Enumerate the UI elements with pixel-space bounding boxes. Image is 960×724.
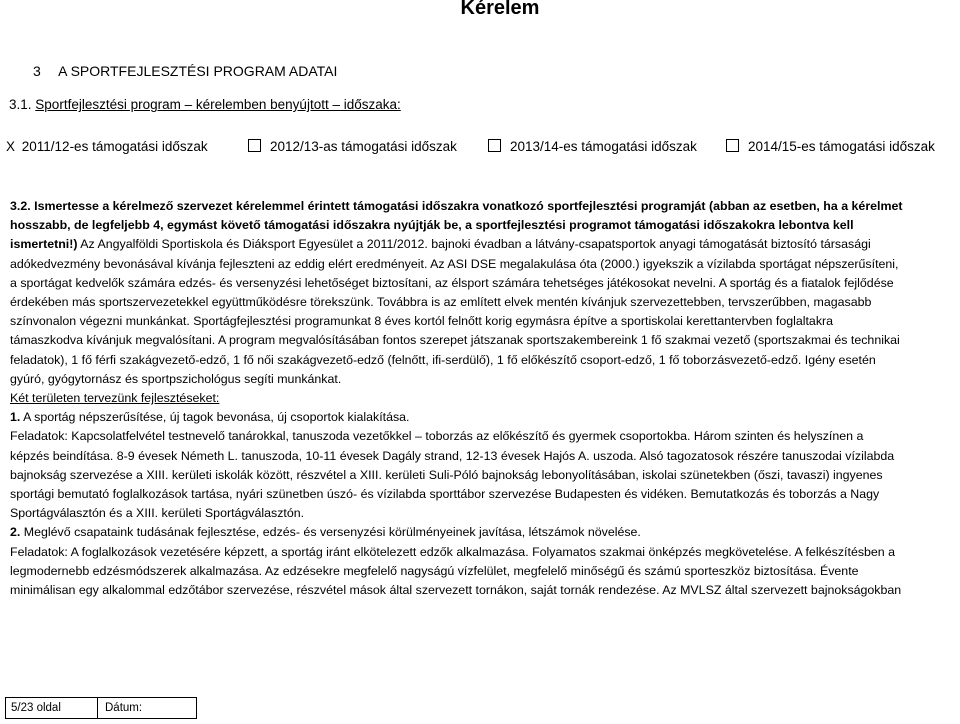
body-line: sportági bemutató foglalkozások tartása, nyári szünetben úszó- és vízilabda sporttábor szervezése Budapesten és vidéken. Bemutatkozás és toborzás a Nagy: [10, 487, 880, 502]
body-line: legmodernebb edzésmódszerek alkalmazása. Az edzésekre megfelelő nagyságú vízfelület, megfelelő minőségű és számú sporteszköz biztosítása. Évente: [10, 563, 859, 578]
page-title: Kérelem: [460, 0, 540, 19]
body-line: Sportágválasztón és a XIII. kerületi Sportágválasztón.: [10, 506, 305, 521]
section-3-heading: [33, 62, 337, 80]
section-3-1-number: 3.1.: [9, 97, 32, 112]
period-option-2012-13[interactable]: [248, 138, 457, 156]
body-line: Feladatok: A foglalkozások vezetésére képzett, a sportág iránt elkötelezett edzők alkalmazása. Folyamatos szakmai önképzés megkövetelése. A felkészítésben a: [10, 544, 896, 559]
body-line: támaszkodva kívánjuk megvalósítani. A program megvalósításában fontos szerepet játszanak sportszakembereink 1 fő szakmai vezető (sportszakmai és technikai: [10, 333, 900, 348]
checkbox-icon[interactable]: [248, 139, 261, 152]
body-line: bajnokság szervezése a XIII. kerületi iskolák között, részvétel a XIII. kerületi Suli-Póló bajnokság lebonyolításában, iskolai szünetekben (őszi, tavaszi) ingyenes: [10, 467, 883, 482]
body-line: képzés beindítása. 8-9 évesek Németh L. tanuszoda, 10-11 évesek Dagály strand, 12-13 évesek Hajós A. uszoda. Alsó tagozatosok részére tanuszodai vízilabda: [10, 448, 895, 463]
period-option-2011-12[interactable]: [6, 138, 208, 156]
period-options: [6, 138, 956, 158]
question-line: 3.2. Ismertesse a kérelmező szervezet kérelemmel érintett támogatási időszakra vonatkozó sportfejlesztési programját (abban az esetben, ha a kérelmet: [10, 199, 903, 213]
body-line: minimálisan egy alkalommal edzőtábor szervezése, részvétel mások által szervezett tornákon, saját tornák rendezése. Az MVLSZ által szervezett bajnokságokban: [10, 583, 902, 598]
page-number: 5/23 oldal: [6, 698, 98, 718]
period-label: 2012/13-as támogatási időszak: [270, 139, 457, 154]
item-2-heading: 2. Meglévő csapataink tudásának fejlesztése, edzés- és versenyzési körülményeinek javítása, létszámok növelése.: [10, 525, 641, 540]
section-3-number: 3: [33, 63, 41, 79]
section-3-2-body: [10, 197, 954, 600]
page-footer: [5, 697, 197, 719]
body-line: színvonalon végezni munkánkat. Sportágfejlesztési programunkat 8 éves kortól felnőtt korig egymásra építve a sportiskolai kerettantervben foglaltakra: [10, 314, 834, 329]
period-label: 2013/14-es támogatási időszak: [510, 139, 697, 154]
body-line: a sportágat kedvelők számára edzés- és versenyzési lehetőséget biztosítani, az élsport számára tehetséges játékosokat nevelni. A sportág és a fiatalok fejlődése: [10, 275, 894, 290]
section-3-1-heading: [9, 96, 401, 114]
period-label: 2011/12-es támogatási időszak: [21, 139, 208, 154]
body-line: gyúró, gyógytornász és sportpszichológus segíti munkánkat.: [10, 371, 342, 386]
checkbox-icon[interactable]: [726, 139, 739, 152]
section-3-1-label: Sportfejlesztési program – kérelemben benyújtott – időszaka:: [35, 97, 401, 112]
section-3-title: A SPORTFEJLESZTÉSI PROGRAM ADATAI: [58, 63, 338, 79]
checkbox-icon[interactable]: [488, 139, 501, 152]
body-line: érdekében más sportszervezetekkel együttműködésre törekszünk. Továbbra is az említett elvek mentén kívánjuk szervezettebben, tervszerűbben, magasabb: [10, 295, 872, 310]
period-option-2013-14[interactable]: [488, 138, 697, 156]
body-line: adókedvezmény bevonásával kívánja fejleszteni az eddig elért eredményeit. Az ASI DSE megalakulása óta (2000.) igyekszik a vízilabda sportágat népszerűsíteni,: [10, 256, 899, 271]
section-3-2-number: 3.2.: [10, 199, 31, 213]
period-label: 2014/15-es támogatási időszak: [748, 139, 935, 154]
body-line: feladatok), 1 fő férfi szakágvezető-edző, 1 fő női szakágvezető-edző (felnőtt, ifi-serdülő), 1 fő előkészítő csoport-edző, 1 fő toborzásvezető-edző. Igény esetén: [10, 352, 876, 367]
question-line: ismertetni!) Az Angyalföldi Sportiskola és Diáksport Egyesület a 2011/2012. bajnoki évadban a látvány-csapatsportok anyagi támogatását biztosító társasági: [10, 237, 871, 252]
period-option-2014-15[interactable]: [726, 138, 935, 156]
question-line: hosszabb, de legfeljebb 4, egymást követő támogatási időszakra nyújtják be, a sportfejlesztési programot támogatási időszakokra lebontva kell: [10, 218, 854, 233]
date-field: Dátum:: [105, 702, 143, 714]
item-1-heading: 1. A sportág népszerűsítése, új tagok bevonása, új csoportok kialakítása.: [10, 410, 410, 425]
subheading: Két területen tervezünk fejlesztéseket:: [10, 391, 220, 406]
period-checked-mark: X: [6, 139, 16, 154]
body-line: Feladatok: Kapcsolatfelvétel testnevelő tanárokkal, tanuszoda vezetőkkel – toborzás az előkészítő és gyermek csoportokba. Három szinten és helyszínen a: [10, 429, 864, 444]
